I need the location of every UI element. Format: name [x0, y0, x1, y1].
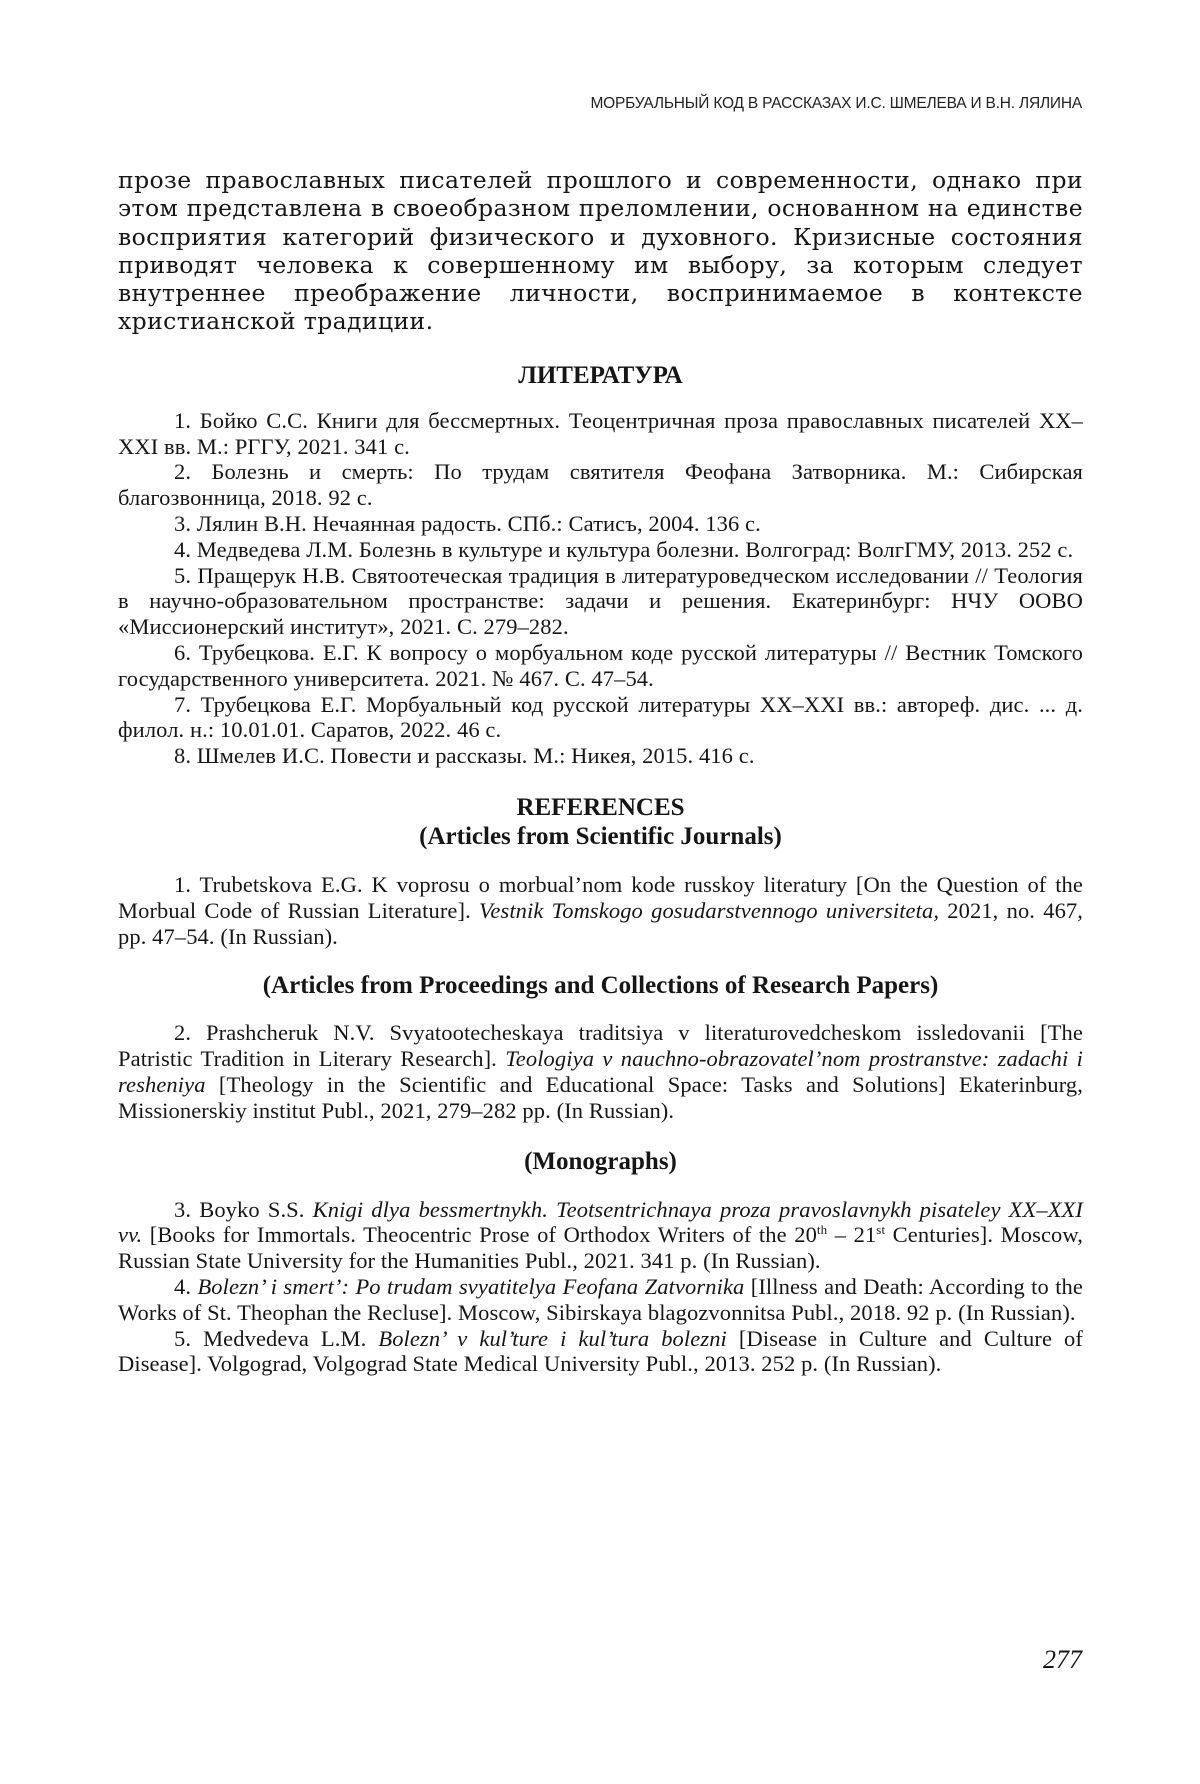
proceedings-subheading: (Articles from Proceedings and Collections of Research Papers)	[262, 972, 939, 1000]
journal-references	[118, 872, 1083, 949]
journals-subheading: (Articles from Scientific Journals)	[419, 822, 782, 850]
page-number: 277	[1043, 1645, 1082, 1674]
literature-item: 1. Бойко С.С. Книги для бессмертных. Теоцентричная проза православных писателей XX–XXI вв. М.: РГГУ, 2021. 341 с.	[118, 407, 1083, 459]
literature-item: 8. Шмелев И.С. Повести и рассказы. М.: Никея, 2015. 416 с.	[174, 743, 755, 769]
literature-list	[118, 408, 1083, 769]
references-heading: REFERENCES	[516, 793, 685, 821]
literature-item: 6. Трубецкова. Е.Г. К вопросу о морбуальном коде русской литературы // Вестник Томского государственного университета. 2021. № 467. С. 47–54.	[118, 639, 1083, 691]
reference-item: 3. Boyko S.S. Knigi dlya bessmertnykh. Teotsentrichnaya proza pravoslavnykh pisateley XX–XXI vv. [Books for Immortals. Theocentric Prose of Orthodox Writers of the 20th – 21st Centuries]. Moscow, Russian State University for the Humanities Publ., 2021. 341 p. (In Russian).	[118, 1196, 1083, 1274]
reference-item: 4. Bolezn’ i smert’: Po trudam svyatitelya Feofana Zatvornika [Illness and Death: According to the Works of St. Theophan the Recluse]. Moscow, Sibirskaya blagozvonnitsa Publ., 2018. 92 p. (In Russian).	[118, 1273, 1083, 1325]
intro-paragraph: прозе православных писателей прошлого и современности, однако при этом представлена в своеобразном преломлении, основанном на единстве восприятия категорий физического и духовного. Кризисные состояния приводят человека к совершенному им выбору, за которым следует внутреннее преображение личности, воспринимаемое в контексте христианской традиции.	[118, 166, 1083, 336]
literature-heading: ЛИТЕРАТУРА	[518, 361, 683, 389]
literature-item: 3. Лялин В.Н. Нечаянная радость. СПб.: Сатисъ, 2004. 136 с.	[174, 510, 761, 536]
monographs-subheading: (Monographs)	[524, 1147, 677, 1175]
reference-item: 5. Medvedeva L.M. Bolezn’ v kul’ture i kul’tura bolezni [Disease in Culture and Culture of Disease]. Volgograd, Volgograd State Medical University Publ., 2013. 252 p. (In Russian).	[118, 1325, 1083, 1377]
proceedings-references	[118, 1020, 1083, 1123]
literature-item: 5. Пращерук Н.В. Святоотеческая традиция в литературоведческом исследовании // Теология в научно-образовательном пространстве: задачи и решения. Екатеринбург: НЧУ ООВО «Миссионерский институт», 2021. С. 279–282.	[118, 562, 1083, 640]
running-head: МОРБУАЛЬНЫЙ КОД В РАССКАЗАХ И.С. ШМЕЛЕВА И В.Н. ЛЯЛИНА	[590, 95, 1082, 112]
literature-item: 2. Болезнь и смерть: По трудам святителя Феофана Затворника. М.: Сибирская благозвонница, 2018. 92 с.	[118, 459, 1083, 511]
page-body	[118, 166, 1083, 1377]
reference-item: 2. Prashcheruk N.V. Svyatootecheskaya traditsiya v literaturovedcheskom issledovanii [The Patristic Tradition in Literary Research]. Teologiya v nauchno-obrazovatel’nom prostranstve: zadachi i resheniya [Theology in the Scientific and Educational Space: Tasks and Solutions] Ekaterinburg, Missionerskiy institut Publ., 2021, 279–282 pp. (In Russian).	[118, 1020, 1083, 1123]
literature-item: 7. Трубецкова Е.Г. Морбуальный код русской литературы XX–XXI вв.: автореф. дис. ... д. филол. н.: 10.01.01. Саратов, 2022. 46 с.	[118, 691, 1083, 743]
monograph-references	[118, 1197, 1083, 1378]
reference-item: 1. Trubetskova E.G. K voprosu o morbual’nom kode russkoy literatury [On the Question of the Morbual Code of Russian Literature]. Vestnik Tomskogo gosudarstvennogo universiteta, 2021, no. 467, pp. 47–54. (In Russian).	[118, 871, 1084, 949]
literature-item: 4. Медведева Л.М. Болезнь в культуре и культура болезни. Волгоград: ВолгГМУ, 2013. 252 с.	[174, 536, 1074, 562]
